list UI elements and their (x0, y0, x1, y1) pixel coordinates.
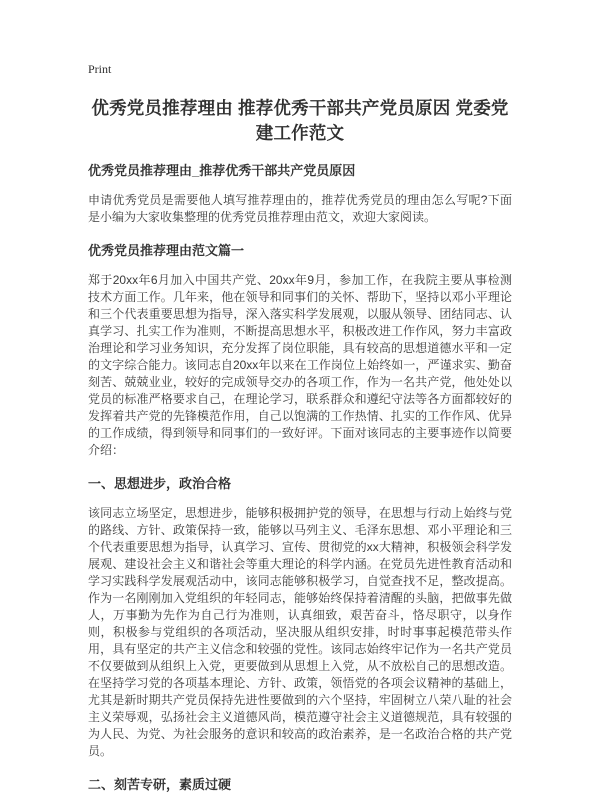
page-subtitle: 优秀党员推荐理由_推荐优秀干部共产党员原因 (88, 163, 356, 178)
body-paragraph-section-1: 该同志立场坚定，思想进步，能够积极拥护党的领导，在思想与行动上始终与党的路线、方针、政策保持一致，能够以马列主义、毛泽东思想、邓小平理论和三个代表重要思想为指导，认真学习、宣传、贯彻党的xx大精神，积极领会科学发展观、建设社会主义和谐社会等重大理论的科学内涵。在党员先进性教育活动和学习实践科学发展观活动中，该同志能够积极学习，自觉查找不足，整改提高。作为一名刚刚加入党组织的年轻同志，能够始终保持着清醒的头脑，把做事先做人，万事勤为先作为自己行为准则，认真细致，艰苦奋斗，恪尽职守，以身作则，积极参与党组织的各项活动，坚决服从组织安排，时时事事起模范带头作用，具有坚定的共产主义信念和较强的党性。该同志始终牢记作为一名共产党员不仅要做到从组织上入党，更要做到从思想上入党，从不放松自己的思想改造。在坚持学习党的各项基本理论、方针、政策，领悟党的各项会议精神的基础上，尤其是新时期共产党员保持先进性要做到的六个坚持，牢固树立八荣八耻的社会主义荣辱观，弘扬社会主义道德风尚，模范遵守社会主义道德规范，具有较强的为人民、为党、为社会服务的意识和较高的政治素养，是一名政治合格的共产党员。 (88, 506, 512, 758)
section-heading-sample-one: 优秀党员推荐理由范文篇一 (88, 243, 245, 258)
section-heading-1: 一、思想进步，政治合格 (88, 476, 232, 491)
document-page (88, 0, 512, 793)
page-title: 优秀党员推荐理由 推荐优秀干部共产党员原因 党委党建工作范文 (91, 98, 509, 143)
print-link[interactable]: Print (88, 62, 112, 76)
body-paragraph-overview: 郑于20xx年6月加入中国共产党、20xx年9月，参加工作，在我院主要从事检测技术方面工作。几年来，他在领导和同事们的关怀、帮助下，坚持以邓小平理论和三个代表重要思想为指导，深入落实科学发展观，以服从领导、团结同志、认真学习、扎实工作为准则，不断提高思想水平，积极改进工作作风，努力丰富政治理论和学习业务知识，充分发挥了岗位职能，具有较高的思想道德水平和一定的文字综合能力。该同志自20xx年以来在工作岗位上始终如一，严谨求实、勤奋刻苦、兢兢业业，较好的完成领导交办的各项工作，作为一名共产党，他处处以党员的标准严格要求自己，在理论学习，联系群众和遵纪守法等各方面都较好的发挥着共产党的先锋模范作用，自己以饱满的工作热情、扎实的工作作风、优异的工作成绩，得到领导和同事们的一致好评。下面对该同志的主要事迹作以简要介绍： (88, 273, 512, 457)
intro-paragraph: 申请优秀党员是需要他人填写推荐理由的，推荐优秀党员的理由怎么写呢?下面是小编为大家收集整理的优秀党员推荐理由范文，欢迎大家阅读。 (88, 193, 512, 224)
section-heading-2: 二、刻苦专研，素质过硬 (88, 777, 232, 792)
